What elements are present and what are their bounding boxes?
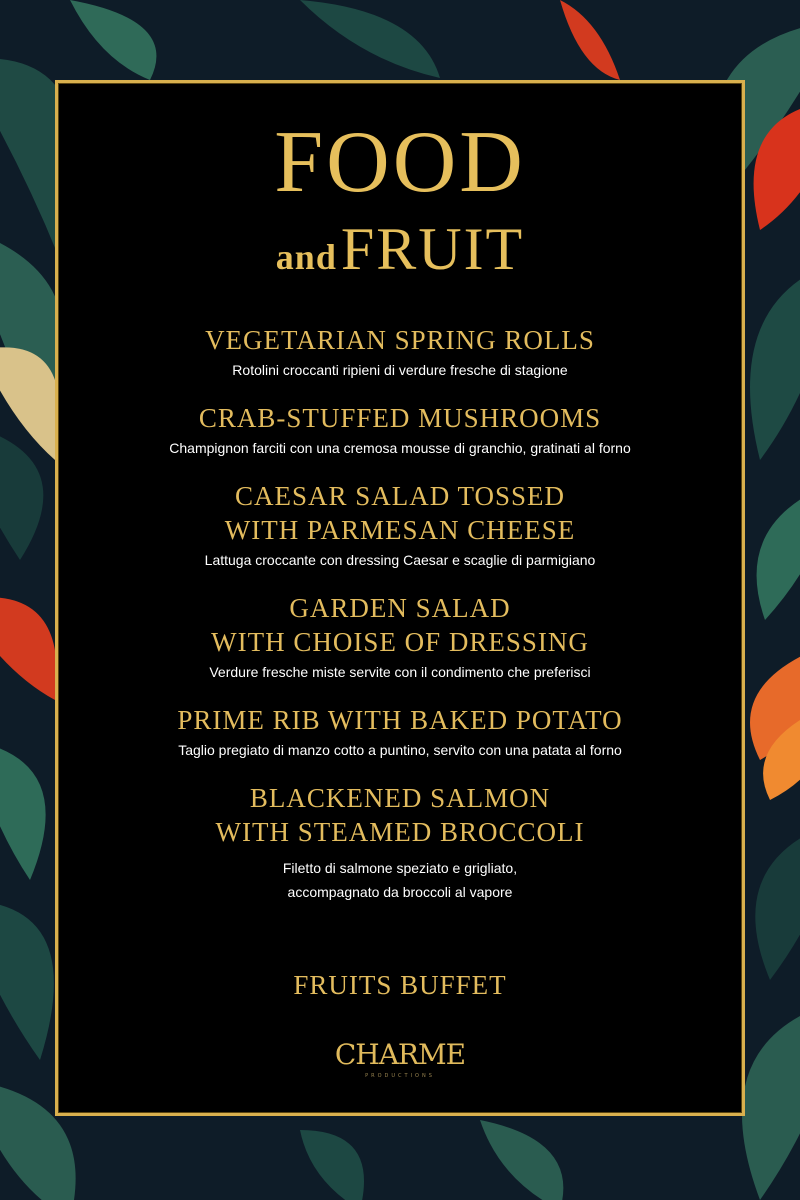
title-food: FOOD <box>274 114 526 211</box>
menu-item-name: PRIME RIB WITH BAKED POTATO <box>177 705 623 735</box>
menu-item-description: Rotolini croccanti ripieni di verdure fresche di stagione <box>232 362 568 378</box>
menu-item-name: WITH PARMESAN CHEESE <box>224 515 576 545</box>
logo-sub: PRODUCTIONS <box>365 1073 435 1079</box>
menu-item-name: GARDEN SALAD <box>289 593 511 623</box>
menu-items <box>58 323 742 923</box>
menu-item <box>58 401 742 459</box>
menu-card <box>55 80 745 1116</box>
menu-item-description: Taglio pregiato di manzo cotto a puntino, servito con una patata al forno <box>178 742 622 758</box>
menu-item <box>58 591 742 683</box>
charme-logo <box>58 1038 742 1079</box>
menu-item-description: Champignon farciti con una cremosa mousse di granchio, gratinati al forno <box>169 440 631 456</box>
logo-main: CHARME <box>334 1038 466 1071</box>
menu-item <box>58 781 742 903</box>
menu-item-description: Lattuga croccante con dressing Caesar e scaglie di parmigiano <box>204 552 596 568</box>
menu-item-name: CRAB-STUFFED MUSHROOMS <box>198 403 602 433</box>
menu-item-description: Filetto di salmone speziato e grigliato, <box>282 860 518 876</box>
menu-item-name: WITH STEAMED BROCCOLI <box>215 817 585 847</box>
title-fruit: FRUIT <box>340 216 525 282</box>
menu-item <box>58 323 742 381</box>
menu-item-description: accompagnato da broccoli al vapore <box>287 884 513 900</box>
fruits-buffet: FRUITS BUFFET <box>293 970 507 1000</box>
menu-item-name: BLACKENED SALMON <box>249 783 551 813</box>
menu-item-name: CAESAR SALAD TOSSED <box>234 481 566 511</box>
menu-item <box>58 703 742 761</box>
title-and-fruit <box>58 216 742 282</box>
menu-item <box>58 479 742 571</box>
menu-item-name: WITH CHOISE OF DRESSING <box>211 627 589 657</box>
title-and: and <box>275 237 337 277</box>
menu-item-name: VEGETARIAN SPRING ROLLS <box>205 325 595 355</box>
menu-item-description: Verdure fresche miste servite con il condimento che preferisci <box>209 664 591 680</box>
